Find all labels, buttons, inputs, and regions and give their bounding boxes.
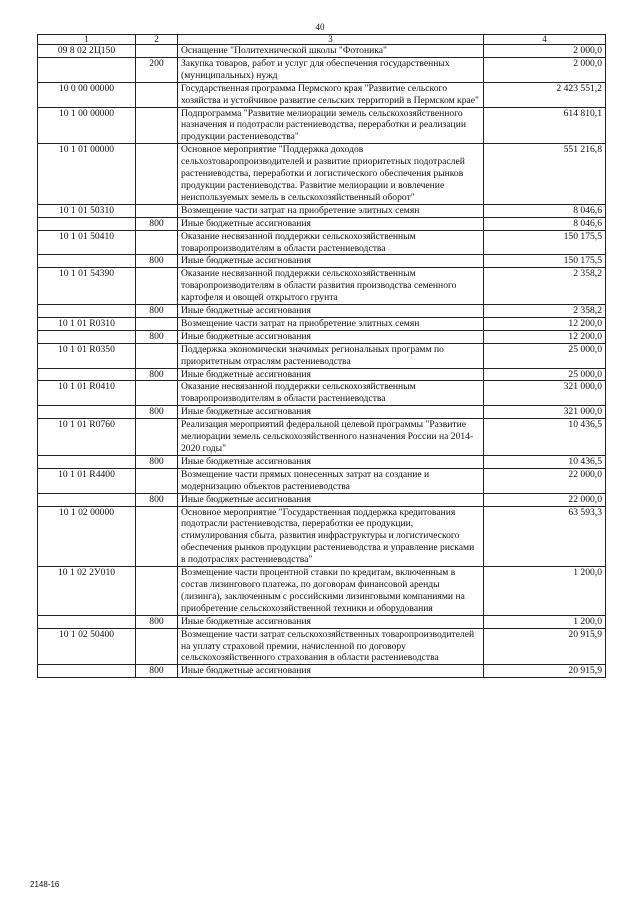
- expense-type-cell: 800: [136, 305, 178, 318]
- table-row: [38, 381, 606, 406]
- amount-cell: 10 436,5: [484, 455, 606, 468]
- amount-cell: 63 593,3: [484, 506, 606, 567]
- amount-cell: 150 175,5: [484, 255, 606, 268]
- item-name-cell: Иные бюджетные ассигнования: [178, 255, 484, 268]
- item-name-cell: Иные бюджетные ассигнования: [178, 406, 484, 419]
- expense-type-cell: [136, 268, 178, 305]
- budget-code-cell: 10 1 01 R0350: [38, 343, 136, 368]
- item-name-cell: Иные бюджетные ассигнования: [178, 455, 484, 468]
- item-name-cell: Возмещение части затрат на приобретение элитных семян: [178, 204, 484, 217]
- item-name-cell: Иные бюджетные ассигнования: [178, 330, 484, 343]
- item-name-cell: Оказание несвязанной поддержки сельскохозяйственным товаропроизводителям в области растениеводства: [178, 381, 484, 406]
- item-name-cell: Иные бюджетные ассигнования: [178, 493, 484, 506]
- table-row: [38, 628, 606, 665]
- item-name-cell: Иные бюджетные ассигнования: [178, 305, 484, 318]
- table-row: [38, 406, 606, 419]
- budget-code-cell: [38, 493, 136, 506]
- budget-code-cell: [38, 305, 136, 318]
- table-row: [38, 82, 606, 107]
- item-name-cell: Оказание несвязанной поддержки сельскохозяйственным товаропроизводителям в области растениеводства: [178, 230, 484, 255]
- budget-code-cell: 10 1 02 50400: [38, 628, 136, 665]
- table-row: [38, 217, 606, 230]
- budget-code-cell: [38, 615, 136, 628]
- budget-code-cell: 10 1 00 00000: [38, 107, 136, 144]
- item-name-cell: Поддержка экономически значимых региональных программ по приоритетным отраслям растениеводства: [178, 343, 484, 368]
- expense-type-cell: [136, 628, 178, 665]
- expense-type-cell: [136, 317, 178, 330]
- item-name-cell: Оснащение "Политехнической школы "Фотоника": [178, 45, 484, 58]
- expense-type-cell: [136, 343, 178, 368]
- budget-code-cell: 10 1 02 00000: [38, 506, 136, 567]
- amount-cell: 12 200,0: [484, 330, 606, 343]
- item-name-cell: Оказание несвязанной поддержки сельскохозяйственным товаропроизводителям в области развития производства семенного картофеля и овощей открытого грунта: [178, 268, 484, 305]
- amount-cell: 150 175,5: [484, 230, 606, 255]
- expense-type-cell: 800: [136, 455, 178, 468]
- amount-cell: 321 000,0: [484, 406, 606, 419]
- amount-cell: 20 915,9: [484, 665, 606, 678]
- item-name-cell: Возмещение части затрат сельскохозяйственных товаропроизводителей на уплату страховой премии, начисленной по договору сельскохозяйственного страхования в области растениеводства: [178, 628, 484, 665]
- amount-cell: 551 216,8: [484, 144, 606, 205]
- expense-type-cell: 800: [136, 493, 178, 506]
- item-name-cell: Возмещение части процентной ставки по кредитам, включенным в состав лизингового платежа, по договорам финансовой аренды (лизинга), заключенным с российскими лизинговыми компаниями на приобретение сельскохозяйственной техники и оборудования: [178, 567, 484, 616]
- budget-code-cell: 10 1 02 2У010: [38, 567, 136, 616]
- table-row: [38, 305, 606, 318]
- table-row: [38, 368, 606, 381]
- budget-code-cell: 10 1 01 50310: [38, 204, 136, 217]
- budget-code-cell: 10 1 01 R4400: [38, 468, 136, 493]
- item-name-cell: Государственная программа Пермского края "Развитие сельского хозяйства и устойчивое развитие сельских территорий в Пермском крае": [178, 82, 484, 107]
- table-row: [38, 419, 606, 456]
- item-name-cell: Иные бюджетные ассигнования: [178, 665, 484, 678]
- expense-type-cell: [136, 107, 178, 144]
- amount-cell: 2 358,2: [484, 305, 606, 318]
- column-header-3: 3: [178, 35, 484, 45]
- expense-type-cell: [136, 45, 178, 58]
- amount-cell: 8 046,6: [484, 204, 606, 217]
- item-name-cell: Подпрограмма "Развитие мелиорации земель сельскохозяйственного назначения и подотрасли растениеводства, переработки и реализации продукции растениеводства": [178, 107, 484, 144]
- table-row: [38, 107, 606, 144]
- amount-cell: 2 000,0: [484, 45, 606, 58]
- table-body: [38, 45, 606, 678]
- table-row: [38, 330, 606, 343]
- budget-code-cell: 10 1 01 00000: [38, 144, 136, 205]
- amount-cell: 22 000,0: [484, 468, 606, 493]
- amount-cell: 20 915,9: [484, 628, 606, 665]
- amount-cell: 2 423 551,2: [484, 82, 606, 107]
- budget-code-cell: 10 1 01 R0760: [38, 419, 136, 456]
- column-header-1: 1: [38, 35, 136, 45]
- table-row: [38, 204, 606, 217]
- item-name-cell: Иные бюджетные ассигнования: [178, 217, 484, 230]
- amount-cell: 12 200,0: [484, 317, 606, 330]
- expense-type-cell: [136, 468, 178, 493]
- item-name-cell: Реализация мероприятий федеральной целевой программы "Развитие мелиорации земель сельскохозяйственного назначения России на 2014-2020 годы": [178, 419, 484, 456]
- expense-type-cell: 200: [136, 57, 178, 82]
- table-row: [38, 255, 606, 268]
- expense-type-cell: [136, 204, 178, 217]
- expense-type-cell: [136, 567, 178, 616]
- expense-type-cell: 800: [136, 615, 178, 628]
- expense-type-cell: 800: [136, 665, 178, 678]
- expense-type-cell: [136, 419, 178, 456]
- amount-cell: 10 436,5: [484, 419, 606, 456]
- item-name-cell: Основное мероприятие "Поддержка доходов сельхозтоваропроизводителей и развитие приоритетных подотраслей растениеводства, переработки и логистического обеспечения рынков продукции растениеводства. Развитие мелиорации и вовлечение неиспользуемых земель в сельскохозяйственный оборот": [178, 144, 484, 205]
- table-row: [38, 506, 606, 567]
- budget-code-cell: 10 0 00 00000: [38, 82, 136, 107]
- budget-code-cell: [38, 368, 136, 381]
- table-row: [38, 567, 606, 616]
- item-name-cell: Закупка товаров, работ и услуг для обеспечения государственных (муниципальных) нужд: [178, 57, 484, 82]
- expense-type-cell: 800: [136, 406, 178, 419]
- amount-cell: 2 000,0: [484, 57, 606, 82]
- budget-code-cell: [38, 57, 136, 82]
- expense-type-cell: [136, 381, 178, 406]
- table-row: [38, 230, 606, 255]
- expense-type-cell: [136, 506, 178, 567]
- table-row: [38, 455, 606, 468]
- budget-code-cell: [38, 255, 136, 268]
- item-name-cell: Иные бюджетные ассигнования: [178, 368, 484, 381]
- table-row: [38, 493, 606, 506]
- budget-code-cell: [38, 217, 136, 230]
- item-name-cell: Возмещение части прямых понесенных затрат на создание и модернизацию объектов растениеводства: [178, 468, 484, 493]
- table-row: [38, 317, 606, 330]
- amount-cell: 22 000,0: [484, 493, 606, 506]
- amount-cell: 1 200,0: [484, 615, 606, 628]
- budget-code-cell: 10 1 01 50410: [38, 230, 136, 255]
- budget-code-cell: [38, 406, 136, 419]
- item-name-cell: Возмещение части затрат на приобретение элитных семян: [178, 317, 484, 330]
- page-number: 40: [315, 22, 325, 32]
- expense-type-cell: 800: [136, 255, 178, 268]
- budget-code-cell: [38, 665, 136, 678]
- table-row: [38, 57, 606, 82]
- amount-cell: 1 200,0: [484, 567, 606, 616]
- table-row: [38, 468, 606, 493]
- budget-code-cell: 09 8 02 2Ц150: [38, 45, 136, 58]
- expense-type-cell: 800: [136, 330, 178, 343]
- amount-cell: 321 000,0: [484, 381, 606, 406]
- table-header-row: [38, 35, 606, 45]
- budget-code-cell: [38, 455, 136, 468]
- expense-type-cell: [136, 144, 178, 205]
- expense-type-cell: 800: [136, 368, 178, 381]
- table-row: [38, 144, 606, 205]
- budget-table: [37, 34, 606, 678]
- footer-code: 2148-16: [30, 880, 60, 889]
- expense-type-cell: [136, 230, 178, 255]
- table-row: [38, 615, 606, 628]
- budget-code-cell: [38, 330, 136, 343]
- budget-code-cell: 10 1 01 54390: [38, 268, 136, 305]
- table-row: [38, 45, 606, 58]
- table-row: [38, 665, 606, 678]
- amount-cell: 614 810,1: [484, 107, 606, 144]
- expense-type-cell: 800: [136, 217, 178, 230]
- budget-code-cell: 10 1 01 R0410: [38, 381, 136, 406]
- item-name-cell: Иные бюджетные ассигнования: [178, 615, 484, 628]
- amount-cell: 25 000,0: [484, 368, 606, 381]
- table-row: [38, 343, 606, 368]
- item-name-cell: Основное мероприятие "Государственная поддержка кредитования подотрасли растениеводства, переработки ее продукции, стимулирования сбыта, развития инфраструктуры и логистического обеспечения рынков продукции растениеводства и управление рисками в подотраслях растениеводства": [178, 506, 484, 567]
- amount-cell: 25 000,0: [484, 343, 606, 368]
- budget-code-cell: 10 1 01 R0310: [38, 317, 136, 330]
- amount-cell: 8 046,6: [484, 217, 606, 230]
- table-row: [38, 268, 606, 305]
- amount-cell: 2 358,2: [484, 268, 606, 305]
- column-header-2: 2: [136, 35, 178, 45]
- expense-type-cell: [136, 82, 178, 107]
- column-header-4: 4: [484, 35, 606, 45]
